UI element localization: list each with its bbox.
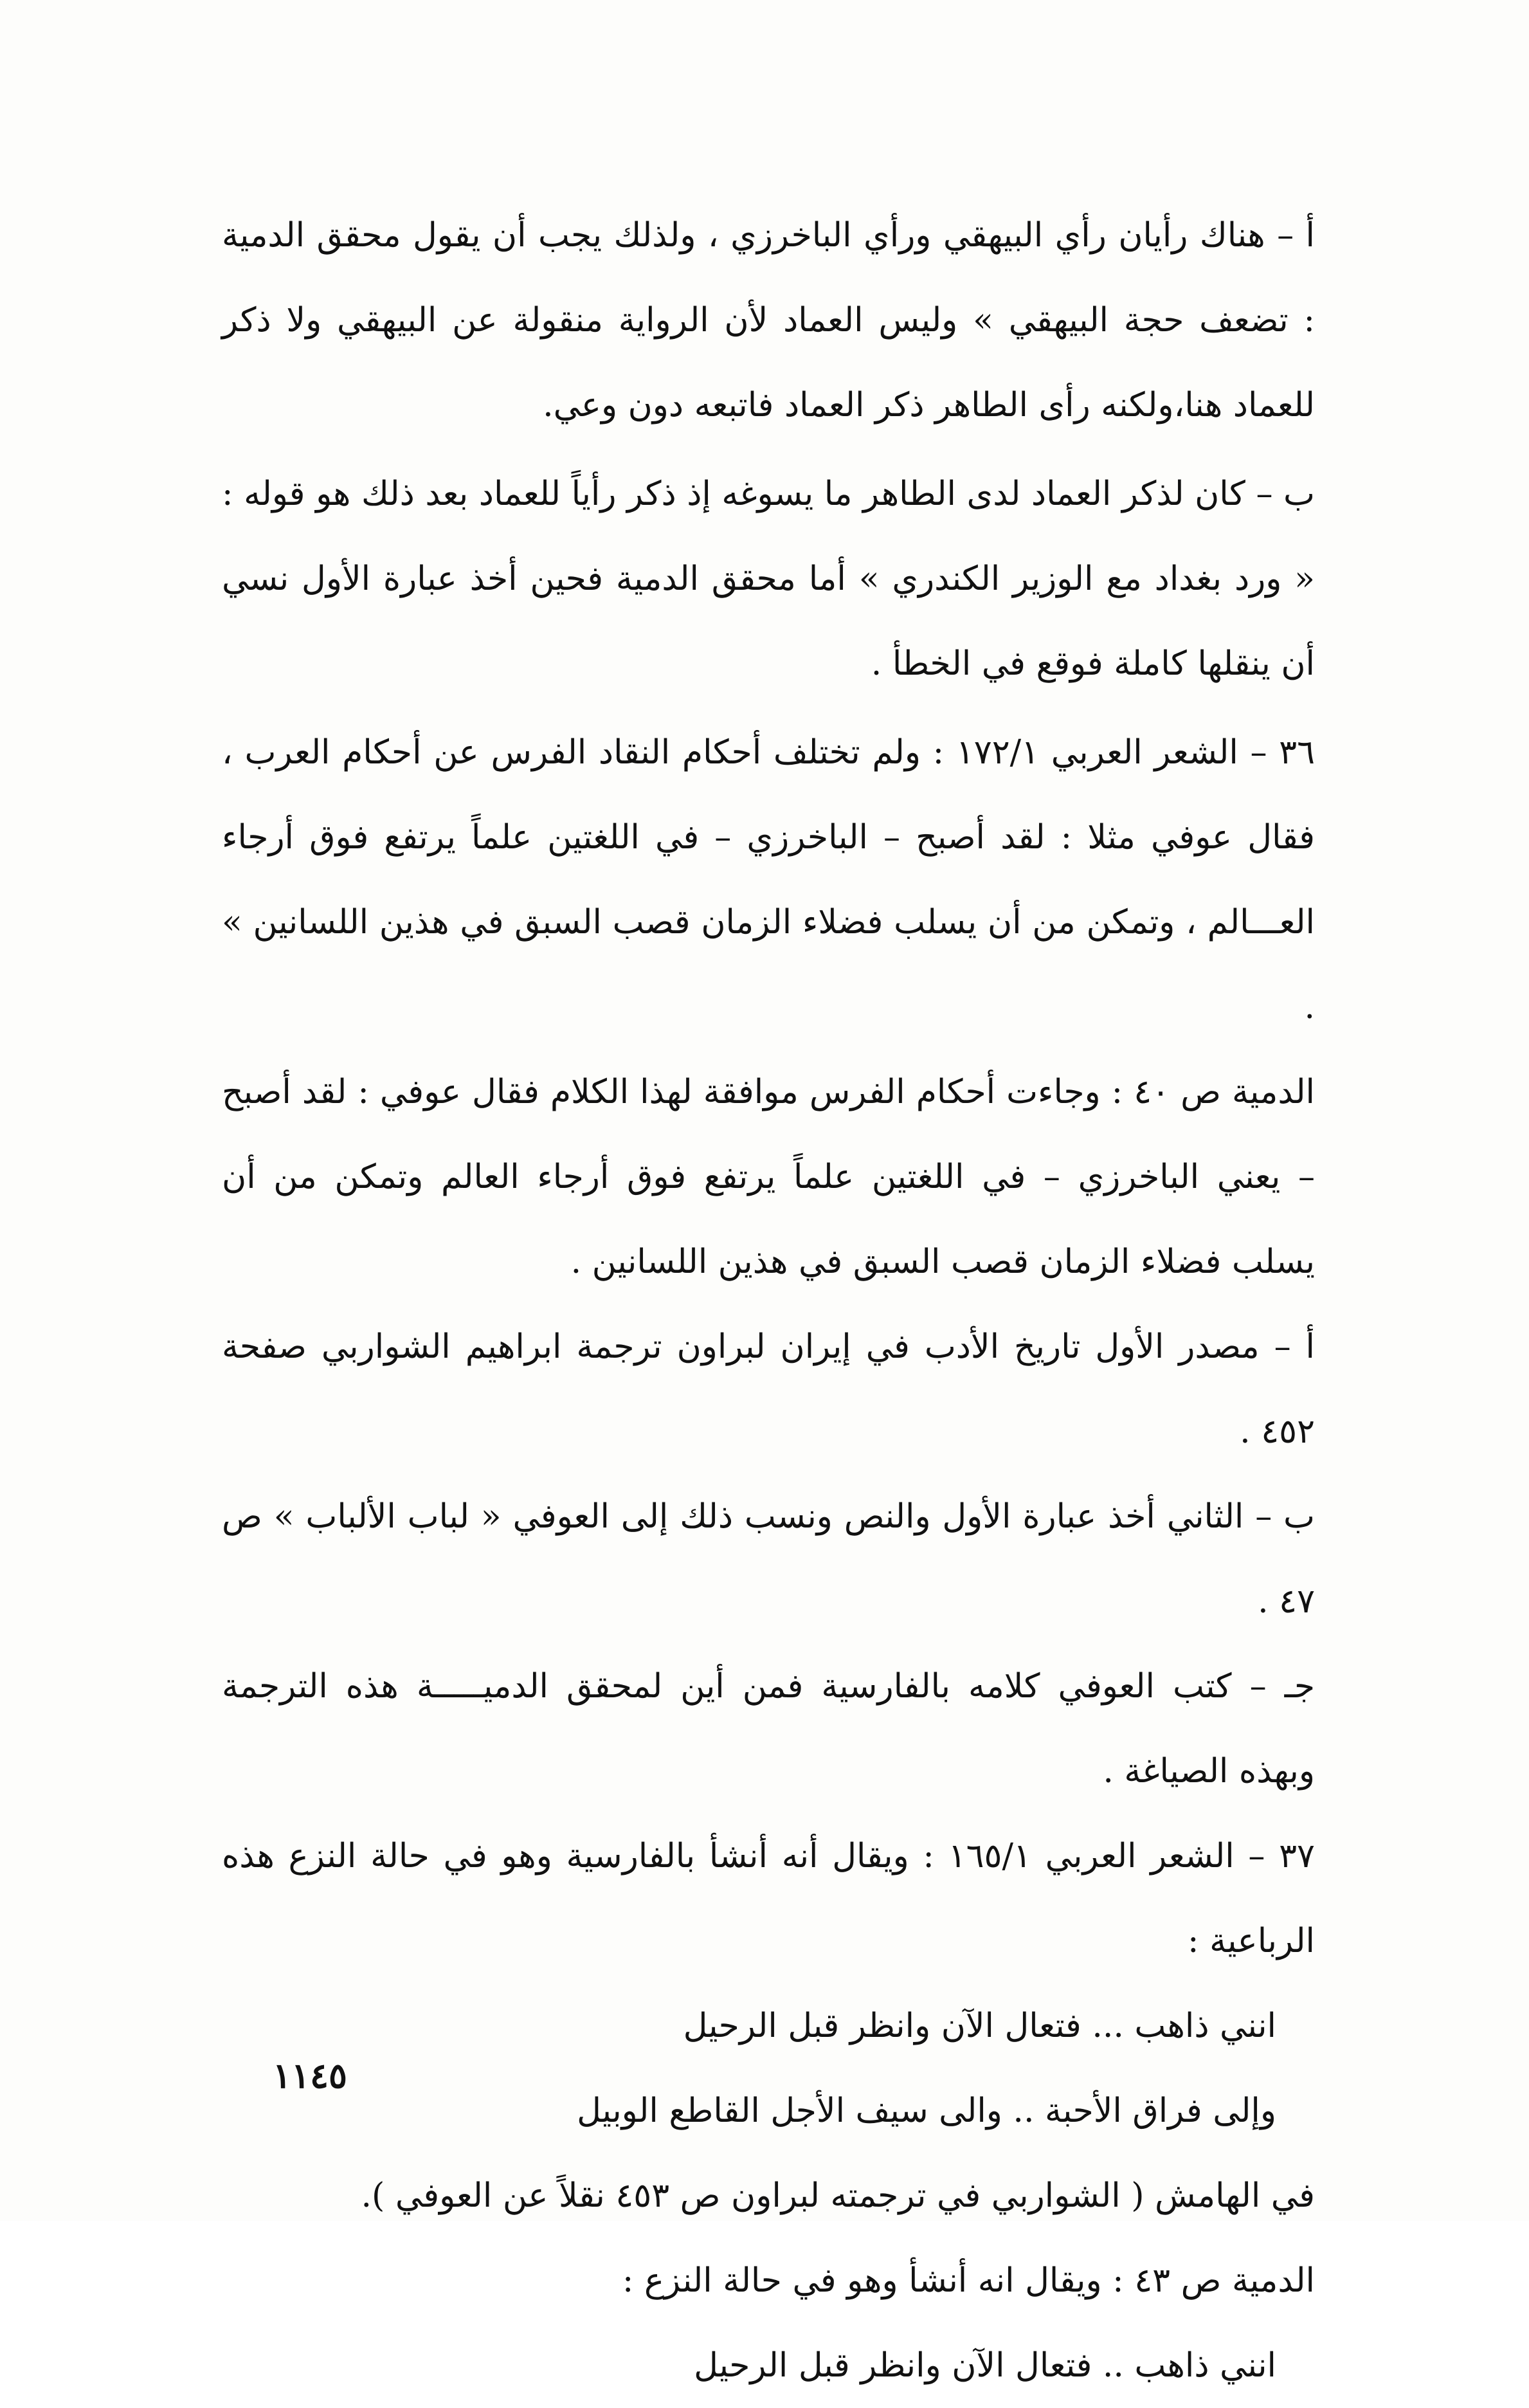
verse-line: انني ذاهب ... فتعال الآن وانظر قبل الرحيل <box>683 2007 1276 2045</box>
verse-line: وإلى فراق الأحبة .. والى سيف الأجل القاطع الوبيل <box>577 2092 1276 2130</box>
paragraph-dumya-40: الدمية ص ٤٠ : وجاءت أحكام الفرس موافقة لهذا الكلام فقال عوفي : لقد أصبح – يعني الباخرزي – في اللغتين علماً يرتفع فوق أرجاء العالم وتمكن من أن يسلب فضلاء الزمان قصب السبق في هذين اللسانين . <box>222 1073 1316 1281</box>
page-body <box>222 193 1315 2408</box>
paragraph-entry-36: ٣٦ – الشعر العربي ١٧٢/١ : ولم تختلف أحكام النقاد الفرس عن أحكام العرب ، فقال عوفي مثلا : لقد أصبح – الباخرزي – في اللغتين علماً يرتفع فوق أرجاء العـــالم ، وتمكن من أن يسلب فضلاء الزمان قصب السبق في هذين اللسانين » . <box>222 733 1316 1026</box>
paragraph-footnote-margin: في الهامش ( الشواربي في ترجمته لبراون ص ٤٥٣ نقلاً عن العوفي ). <box>361 2176 1315 2215</box>
paragraph-dumya-43: الدمية ص ٤٣ : ويقال انه أنشأ وهو في حالة النزع : <box>622 2261 1315 2300</box>
verse-line: انني ذاهب .. فتعال الآن وانظر قبل الرحيل <box>694 2346 1276 2385</box>
paragraph-view-b: ب – كان لذكر العماد لدى الطاهر ما يسوغه إذ ذكر رأياً للعماد بعد ذلك هو قوله : « ورد بغداد مع الوزير الكندري » أما محقق الدمية فحين أخذ عبارة الأول نسي أن ينقلها كاملة فوقع في الخطأ . <box>222 475 1315 683</box>
paragraph-source-c: جـ – كتب العوفي كلامه بالفارسية فمن أين لمحقق الدميـــــة هذه الترجمة وبهذه الصياغة . <box>222 1667 1315 1791</box>
paragraph-view-a: أ – هناك رأيان رأي البيهقي ورأي الباخرزي ، ولذلك يجب أن يقول محقق الدمية : تضعف حجة البيهقي » وليس العماد لأن الرواية منقولة عن البيهقي ولا ذكر للعماد هنا،ولكنه رأى الطاهر ذكر العماد فاتبعه دون وعي. <box>222 216 1315 424</box>
paragraph-entry-37: ٣٧ – الشعر العربي ١٦٥/١ : ويقال أنه أنشأ بالفارسية وهو في حالة النزع هذه الرباعية : <box>222 1837 1315 1960</box>
paragraph-source-b: ب – الثاني أخذ عبارة الأول والنص ونسب ذلك إلى العوفي « لباب الألباب » ص ٤٧ . <box>222 1497 1315 1621</box>
page-number: ١١٤٥ <box>272 2055 347 2096</box>
paragraph-source-a: أ – مصدر الأول تاريخ الأدب في إيران لبراون ترجمة ابراهيم الشواربي صفحة ٤٥٢ . <box>222 1327 1315 1451</box>
